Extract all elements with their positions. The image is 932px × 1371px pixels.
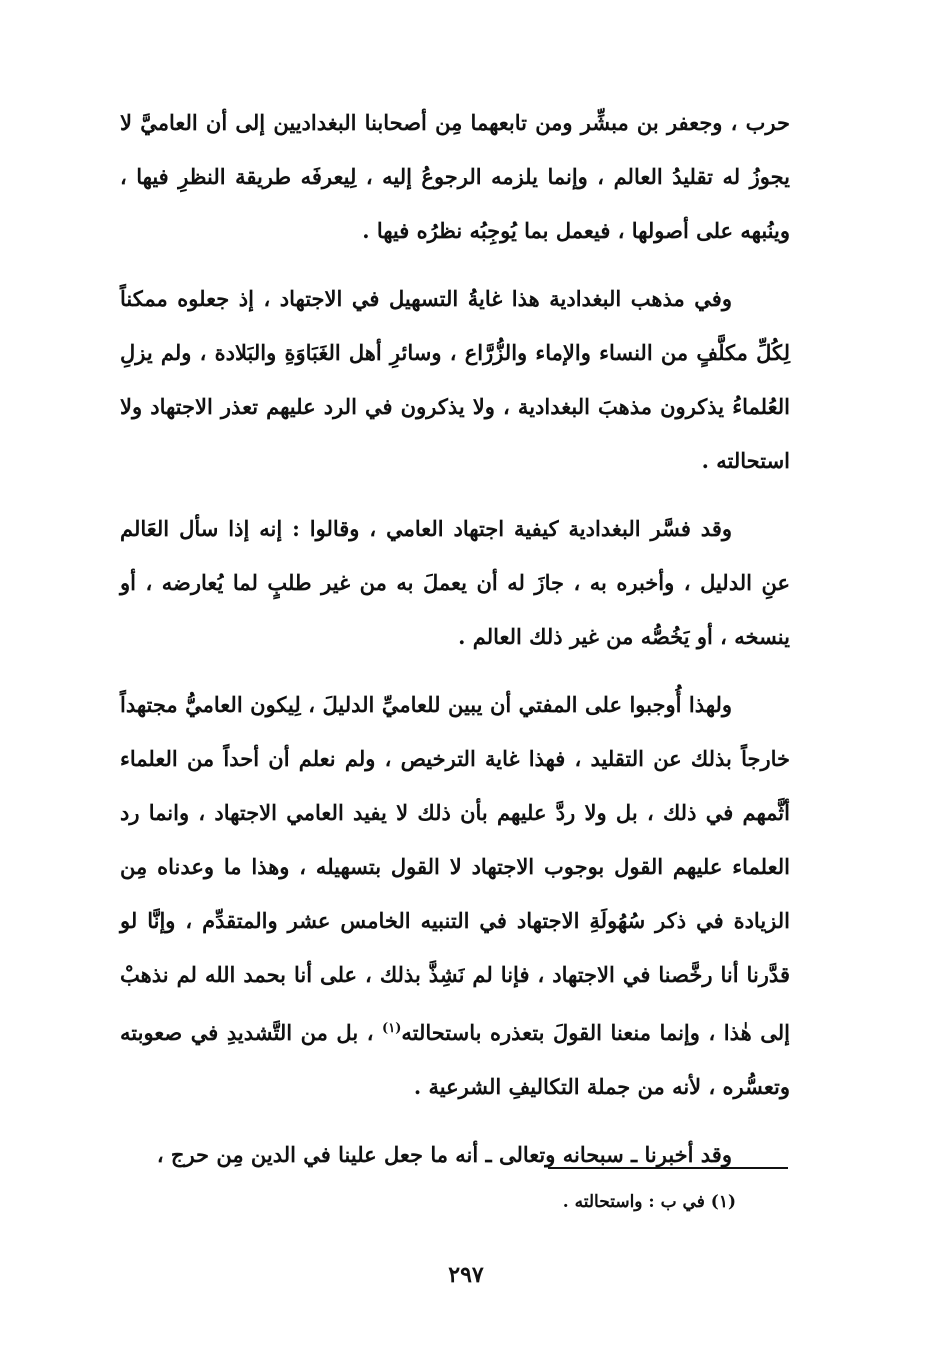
- paragraph-4-text-before: ولهذا أُوجبوا على المفتي أن يبين للعاميِّ الدليلَ ، لِيكون العاميُّ مجتهداً خارجاً بذلك عن التقليد ، فهذا غاية الترخيص ، ولم نعلم أن أحداً من العلماء أثَّمهم في ذلك ، بل ولا ردَّ عليهم بأن ذلك لا يفيد العامي الاجتهاد ، وانما رد العلماء عليهم القول بوجوب الاجتهاد لا القول بتسهيله ، وهذا ما وعدناه مِن الزيادة في ذكر سُهُولَةِ الاجتهاد في التنبيه الخامس عشر والمتقدِّم ، وإنَّا لو قدَّرنا أنا رخَّصنا في الاجتهاد ، فإنا لم نَشِذَّ بذلك ، على أنا بحمد الله لم نذهبْ إلى هٰذا ، وإنما منعنا القولَ بتعذره باستحالته: [120, 692, 791, 1045]
- paragraph-gap: [120, 488, 790, 502]
- page-number: ٢٩٧: [448, 1262, 484, 1288]
- footnote-reference[interactable]: (١): [382, 1021, 402, 1036]
- paragraph-4: [120, 678, 790, 1114]
- paragraph-1: حرب ، وجعفر بن مبشِّر ومن تابعهما مِن أصحابنا البغداديين إلى أن العاميَّ لا يجوزُ له تقليدُ العالم ، وإنما يلزمه الرجوعُ إليه ، لِيعرفَه طريقة النظرِ فيها ، وينُبهه على أصولها ، فيعمل بما يُوجِبُه نظرُه فيها .: [120, 110, 790, 243]
- paragraph-5: وقد أخبرنا ـ سبحانه وتعالى ـ أنه ما جعل علينا في الدين مِن حرج ،: [156, 1142, 732, 1167]
- paragraph-gap: [120, 258, 790, 272]
- footnote: (١) في ب : واستحالته .: [562, 1192, 736, 1212]
- footnote-separator: [548, 1167, 788, 1169]
- paragraph-2: وفي مذهب البغدادية هذا غايةُ التسهيل في الاجتهاد ، إذ جعلوه ممكناً لِكُلِّ مكلَّفٍ من النساء والإماء والزُّرَّاع ، وسائرِ أهل الغَبَاوَةِ والبَلادة ، ولم يزلِ العُلماءُ يذكرون مذهبَ البغدادية ، ولا يذكرون في الرد عليهم تعذر الاجتهاد ولا استحالته .: [120, 286, 790, 473]
- paragraph-4-text-after: ، بل من التَّشديدِ في صعوبته وتعسُّره ، لأنه من جملة التكاليفِ الشرعية .: [120, 1020, 790, 1099]
- paragraph-gap: [120, 1114, 790, 1128]
- paragraph-gap: [120, 664, 790, 678]
- body-text: [120, 96, 790, 1182]
- paragraph-3: وقد فسَّر البغدادية كيفية اجتهاد العامي ، وقالوا : إنه إذا سأل العَالم عنِ الدليل ، وأخبره به ، جازَ له أن يعملَ به من غير طلبٍ لما يُعارضه ، أو ينسخه ، أو يَخُصُّه من غير ذلك العالم .: [120, 516, 790, 649]
